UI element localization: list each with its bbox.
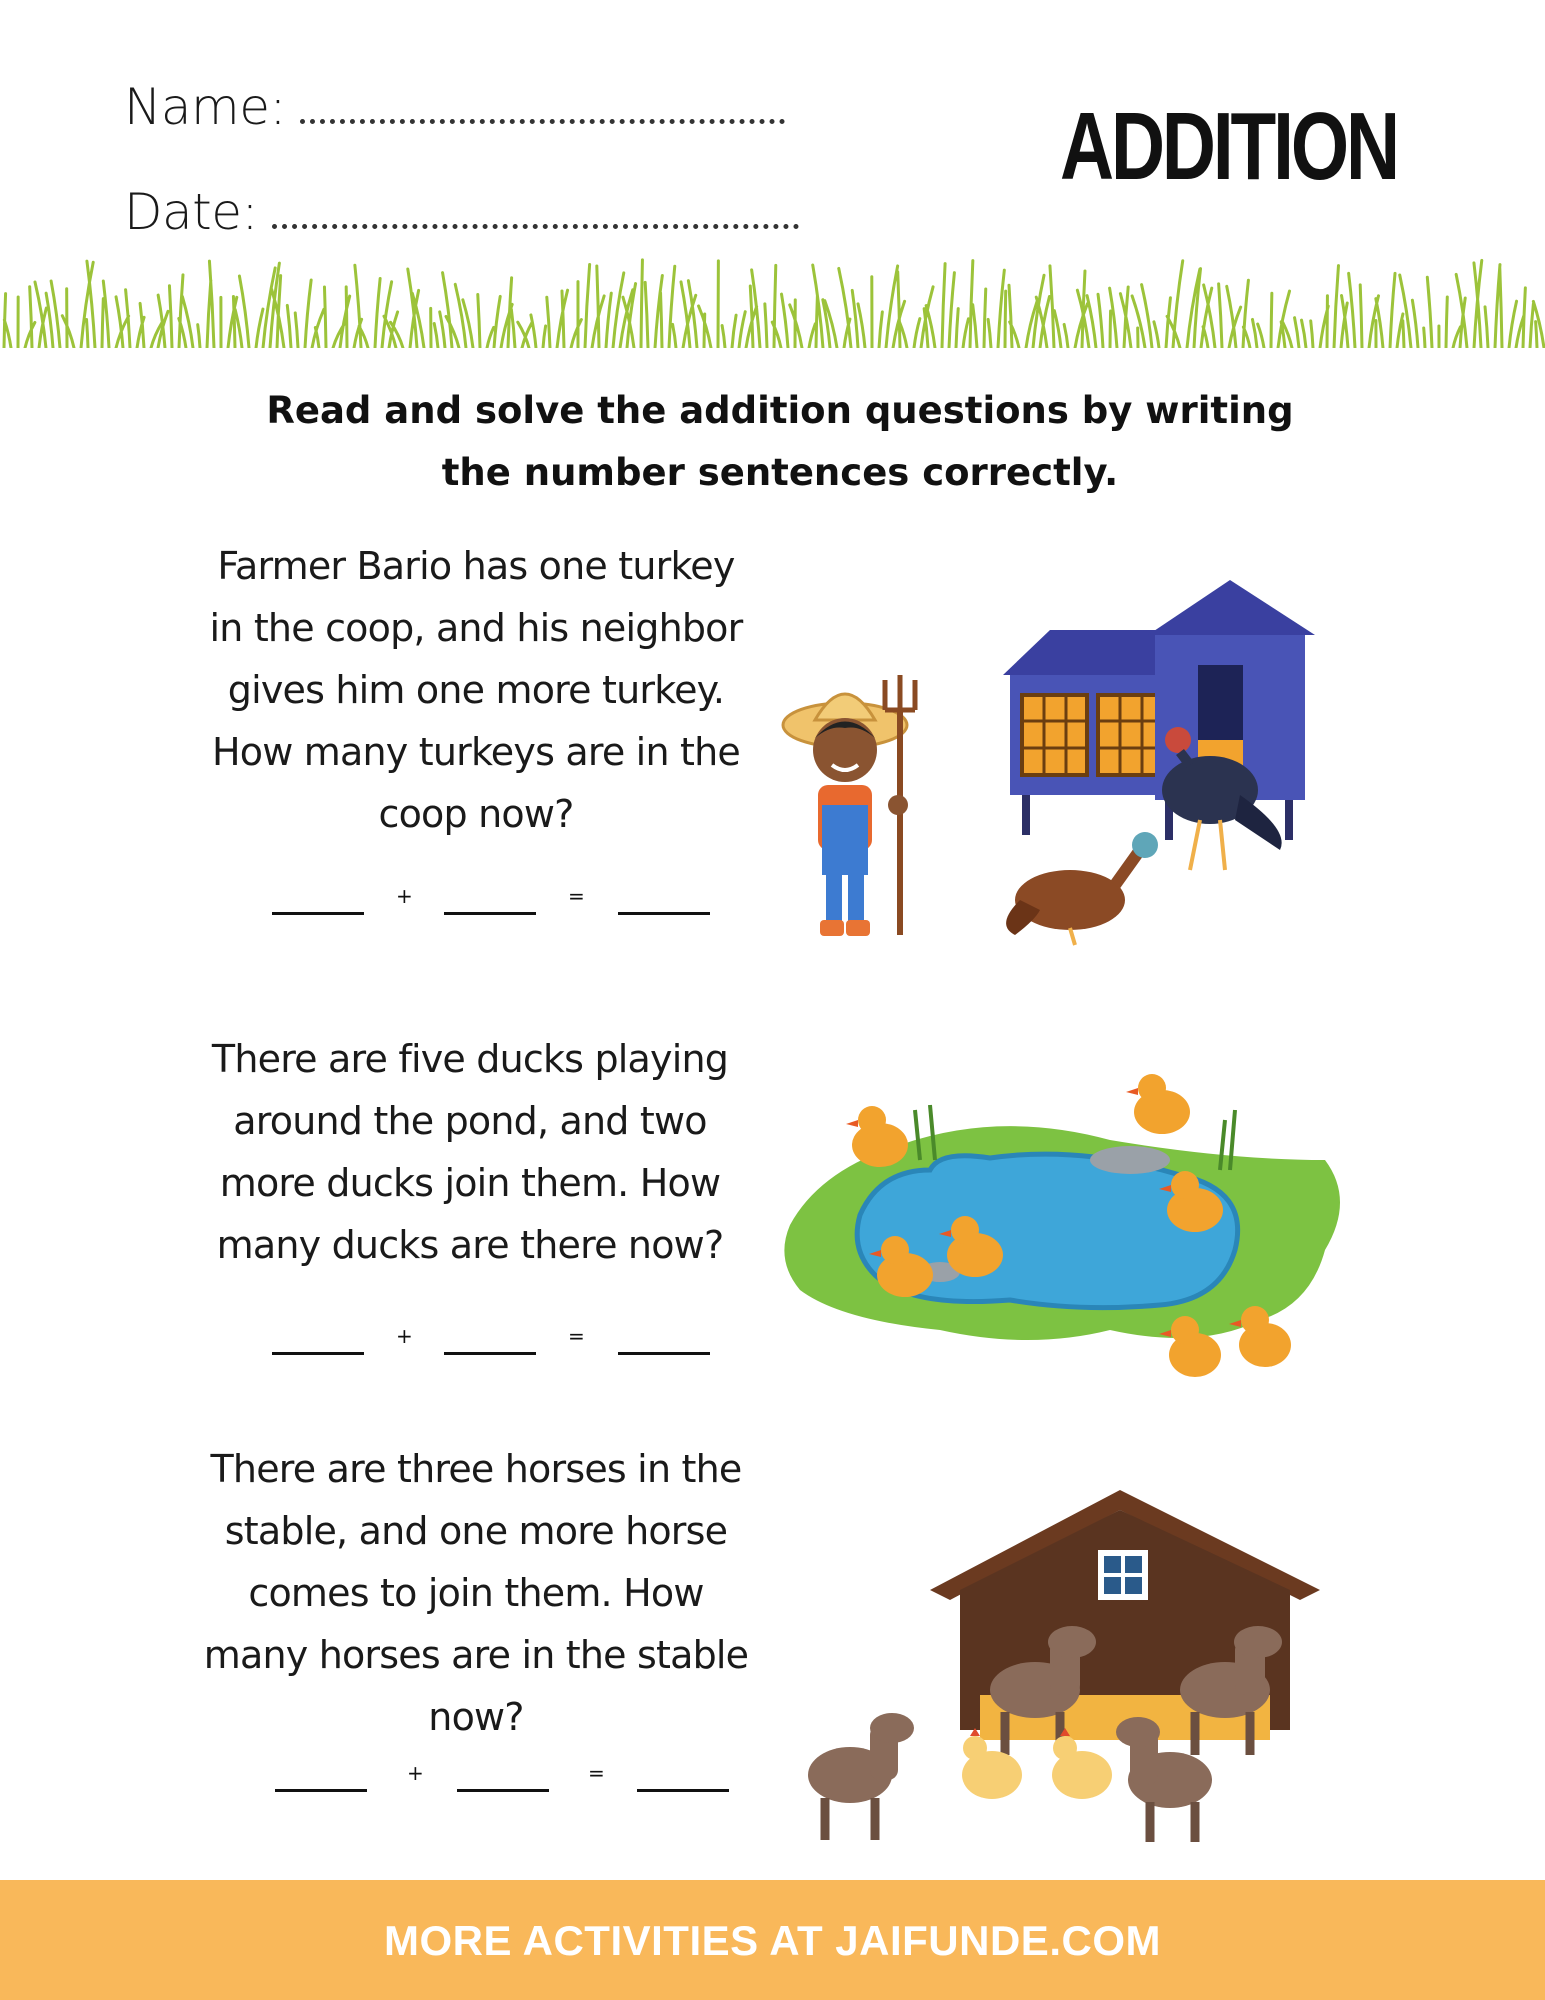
equals-sign: =: [568, 884, 585, 908]
date-blank[interactable]: [272, 194, 799, 229]
answer-blank[interactable]: [618, 912, 710, 915]
name-blank[interactable]: [300, 89, 785, 124]
duck-icon: [1126, 1074, 1190, 1134]
farmer-coop-illustration: [770, 580, 1330, 950]
farmer-icon: [783, 675, 915, 936]
answer-blank[interactable]: [272, 1352, 364, 1355]
answer-blank[interactable]: [272, 912, 364, 915]
horse-icon: [808, 1713, 914, 1840]
question-2-text: There are five ducks playing around the pond, and two more ducks join them. How many ducks are there now?: [211, 1037, 729, 1267]
date-label: Date:: [124, 183, 258, 241]
answer-blank[interactable]: [618, 1352, 710, 1355]
plus-sign: +: [396, 1324, 413, 1348]
answer-blank[interactable]: [444, 912, 536, 915]
duck-pond-illustration: [780, 1050, 1350, 1410]
plus-sign: +: [407, 1761, 424, 1785]
turkey-icon: [1006, 832, 1158, 945]
stable-illustration: [780, 1480, 1340, 1860]
question-3-number-sentence: [275, 1759, 745, 1799]
question-1-text: Farmer Bario has one turkey in the coop, and his neighbor gives him one more turkey. How many turkeys are in the coop now?: [209, 544, 743, 836]
answer-blank[interactable]: [444, 1352, 536, 1355]
equals-sign: =: [568, 1324, 585, 1348]
name-field[interactable]: [124, 78, 785, 136]
page-title: ADDITION: [1060, 93, 1397, 200]
question-1-number-sentence: [272, 882, 732, 922]
equals-sign: =: [588, 1761, 605, 1785]
instructions: Read and solve the addition questions by writing the number sentences correctly.: [266, 389, 1294, 494]
footer-link[interactable]: MORE ACTIVITIES AT JAIFUNDE.COM: [384, 1917, 1161, 1964]
plus-sign: +: [396, 884, 413, 908]
grass-blades: [4, 260, 1544, 348]
answer-blank[interactable]: [637, 1789, 729, 1792]
question-2-number-sentence: [272, 1322, 732, 1362]
date-field[interactable]: [124, 183, 799, 241]
answer-blank[interactable]: [457, 1789, 549, 1792]
duck-icon: [846, 1106, 908, 1167]
question-3-text: There are three horses in the stable, and one more horse comes to join them. How many horses are in the stable now?: [203, 1447, 749, 1739]
answer-blank[interactable]: [275, 1789, 367, 1792]
coop-icon: [1003, 580, 1315, 840]
grass-border: [0, 238, 1545, 348]
name-label: Name:: [124, 78, 286, 136]
